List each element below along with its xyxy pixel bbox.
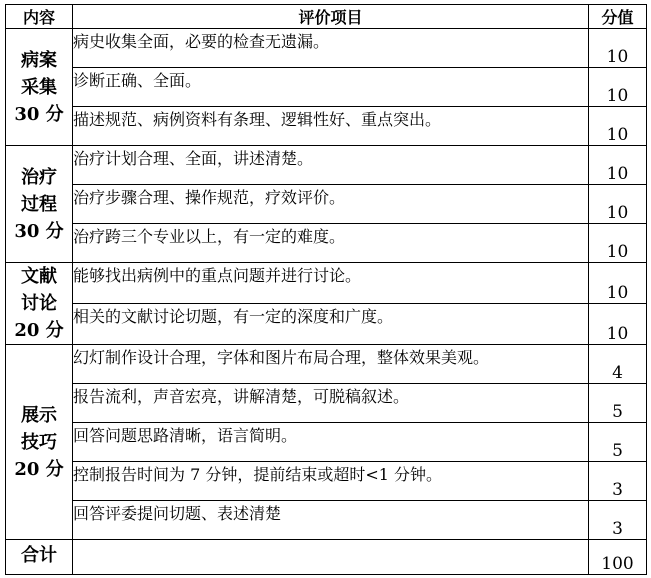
item-text: 治疗计划合理、全面，讲述清楚。	[73, 146, 589, 185]
table-row	[6, 68, 647, 107]
category-line: 采集	[21, 76, 57, 98]
table-row	[6, 29, 647, 68]
score-value: 5	[589, 384, 647, 423]
item-text: 报告流利，声音宏亮，讲解清楚，可脱稿叙述。	[73, 384, 589, 423]
header-score: 分值	[589, 5, 647, 29]
header-items: 评价项目	[73, 5, 589, 29]
category-line: 30 分	[14, 103, 64, 125]
score-value: 3	[589, 501, 647, 540]
category-cell	[6, 29, 73, 146]
total-label: 合计	[6, 540, 73, 575]
item-text: 回答问题思路清晰，语言简明。	[73, 423, 589, 462]
evaluation-table	[5, 4, 647, 575]
category-line: 病案	[21, 49, 57, 71]
item-text: 描述规范、病例资料有条理、逻辑性好、重点突出。	[73, 107, 589, 146]
score-value: 10	[589, 185, 647, 224]
score-value: 10	[589, 29, 647, 68]
table-row	[6, 501, 647, 540]
category-cell	[6, 146, 73, 263]
score-value: 10	[589, 146, 647, 185]
item-text: 能够找出病例中的重点问题并进行讨论。	[73, 263, 589, 304]
score-value: 10	[589, 68, 647, 107]
item-text: 相关的文献讨论切题，有一定的深度和广度。	[73, 304, 589, 345]
total-score: 100	[589, 540, 647, 575]
score-value: 10	[589, 263, 647, 304]
header-row	[6, 5, 647, 29]
table-row	[6, 384, 647, 423]
score-value: 10	[589, 224, 647, 263]
header-content: 内容	[6, 5, 73, 29]
category-line: 文献	[21, 266, 57, 287]
table-row	[6, 224, 647, 263]
score-value: 3	[589, 462, 647, 501]
item-text: 诊断正确、全面。	[73, 68, 589, 107]
score-value: 10	[589, 304, 647, 345]
category-cell	[6, 345, 73, 540]
category-line: 过程	[21, 193, 57, 215]
category-line: 展示	[21, 404, 57, 426]
category-line: 技巧	[21, 431, 57, 453]
table-row	[6, 107, 647, 146]
score-value: 5	[589, 423, 647, 462]
total-item	[73, 540, 589, 575]
table-row	[6, 423, 647, 462]
item-text: 幻灯制作设计合理，字体和图片布局合理，整体效果美观。	[73, 345, 589, 384]
category-cell	[6, 263, 73, 345]
table-row	[6, 185, 647, 224]
table-row	[6, 146, 647, 185]
table-row	[6, 462, 647, 501]
table-row	[6, 304, 647, 345]
category-line: 20 分	[14, 320, 64, 341]
table-row	[6, 263, 647, 304]
item-text: 回答评委提问切题、表述清楚	[73, 501, 589, 540]
category-line: 讨论	[21, 293, 57, 314]
category-line: 20 分	[14, 458, 64, 480]
item-text: 治疗跨三个专业以上，有一定的难度。	[73, 224, 589, 263]
item-text: 病史收集全面，必要的检查无遗漏。	[73, 29, 589, 68]
category-line: 治疗	[21, 166, 57, 188]
score-value: 4	[589, 345, 647, 384]
category-line: 30 分	[14, 220, 64, 242]
item-text: 控制报告时间为 7 分钟，提前结束或超时<1 分钟。	[73, 462, 589, 501]
total-row	[6, 540, 647, 575]
table-row	[6, 345, 647, 384]
score-value: 10	[589, 107, 647, 146]
item-text: 治疗步骤合理、操作规范，疗效评价。	[73, 185, 589, 224]
